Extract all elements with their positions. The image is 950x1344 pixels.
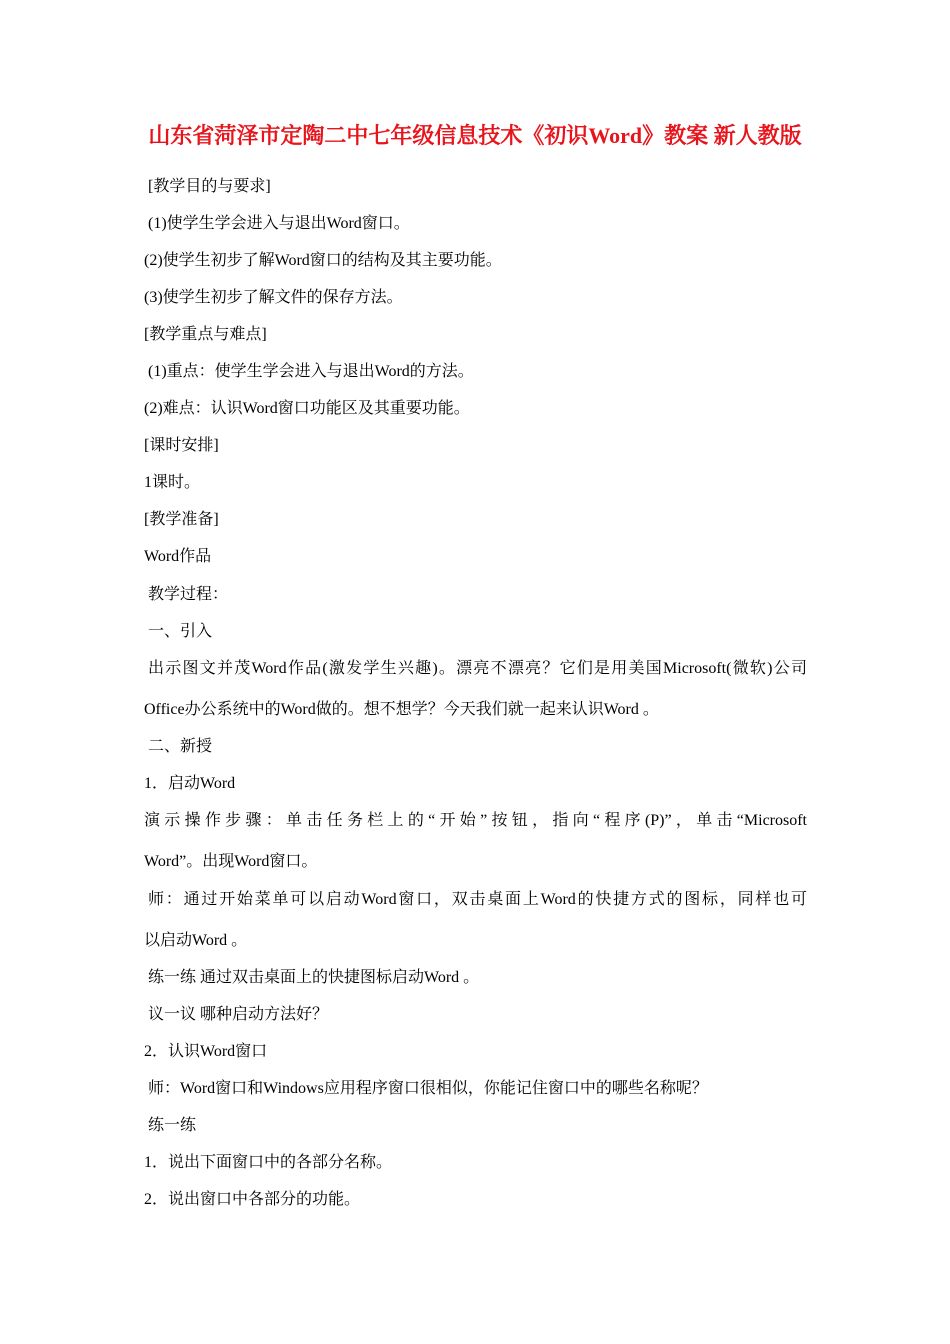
paragraph-key-point: (1)重点：使学生学会进入与退出Word的方法。 bbox=[148, 363, 474, 380]
section-heading-process: 教学过程： bbox=[148, 586, 229, 603]
subheading-know-window: 2．认识Word窗口 bbox=[144, 1043, 268, 1060]
paragraph-demo-line-1: 演示操作步骤：单击任务栏上的“开始”按钮，指向“程序(P)”，单击“Microsoft bbox=[144, 812, 807, 829]
section-heading-schedule: [课时安排] bbox=[144, 437, 219, 454]
paragraph-teacher-question: 师：Word窗口和Windows应用程序窗口很相似，你能记住窗口中的哪些名称呢？ bbox=[148, 1080, 708, 1097]
section-heading-new-lesson: 二、新授 bbox=[148, 738, 213, 755]
paragraph-goal-2: (2)使学生初步了解Word窗口的结构及其主要功能。 bbox=[144, 252, 502, 269]
document-title: 山东省菏泽市定陶二中七年级信息技术《初识Word》教案 新人教版 bbox=[148, 123, 802, 148]
paragraph-teacher-line-1: 师：通过开始菜单可以启动Word窗口，双击桌面上Word的快捷方式的图标，同样也可 bbox=[148, 891, 807, 908]
subheading-start-word: 1．启动Word bbox=[144, 775, 236, 792]
paragraph-practice-2: 练一练 bbox=[148, 1117, 197, 1134]
paragraph-goal-3: (3)使学生初步了解文件的保存方法。 bbox=[144, 289, 403, 306]
paragraph-demo-line-2: Word”。出现Word窗口。 bbox=[144, 853, 318, 870]
section-heading-goals: [教学目的与要求] bbox=[148, 178, 271, 195]
section-heading-key-points: [教学重点与难点] bbox=[144, 326, 267, 343]
list-item-2: 2．说出窗口中各部分的功能。 bbox=[144, 1191, 361, 1208]
section-heading-preparation: [教学准备] bbox=[144, 511, 219, 528]
list-item-1: 1．说出下面窗口中的各部分名称。 bbox=[144, 1154, 393, 1171]
paragraph-schedule: 1课时。 bbox=[144, 474, 201, 491]
paragraph-goal-1: (1)使学生学会进入与退出Word窗口。 bbox=[148, 215, 410, 232]
paragraph-practice-1: 练一练 通过双击桌面上的快捷图标启动Word 。 bbox=[148, 969, 480, 986]
paragraph-preparation: Word作品 bbox=[144, 548, 212, 565]
paragraph-teacher-line-2: 以启动Word 。 bbox=[144, 932, 248, 949]
section-heading-intro: 一、引入 bbox=[148, 623, 213, 640]
paragraph-intro-line-2: Office办公系统中的Word做的。想不想学？今天我们就一起来认识Word 。 bbox=[144, 701, 659, 718]
paragraph-difficulty: (2)难点：认识Word窗口功能区及其重要功能。 bbox=[144, 400, 470, 417]
paragraph-discuss: 议一议 哪种启动方法好？ bbox=[148, 1006, 329, 1023]
paragraph-intro-line-1: 出示图文并茂Word作品(激发学生兴趣)。漂亮不漂亮？它们是用美国Microsoft(微软)公司 bbox=[148, 660, 807, 677]
